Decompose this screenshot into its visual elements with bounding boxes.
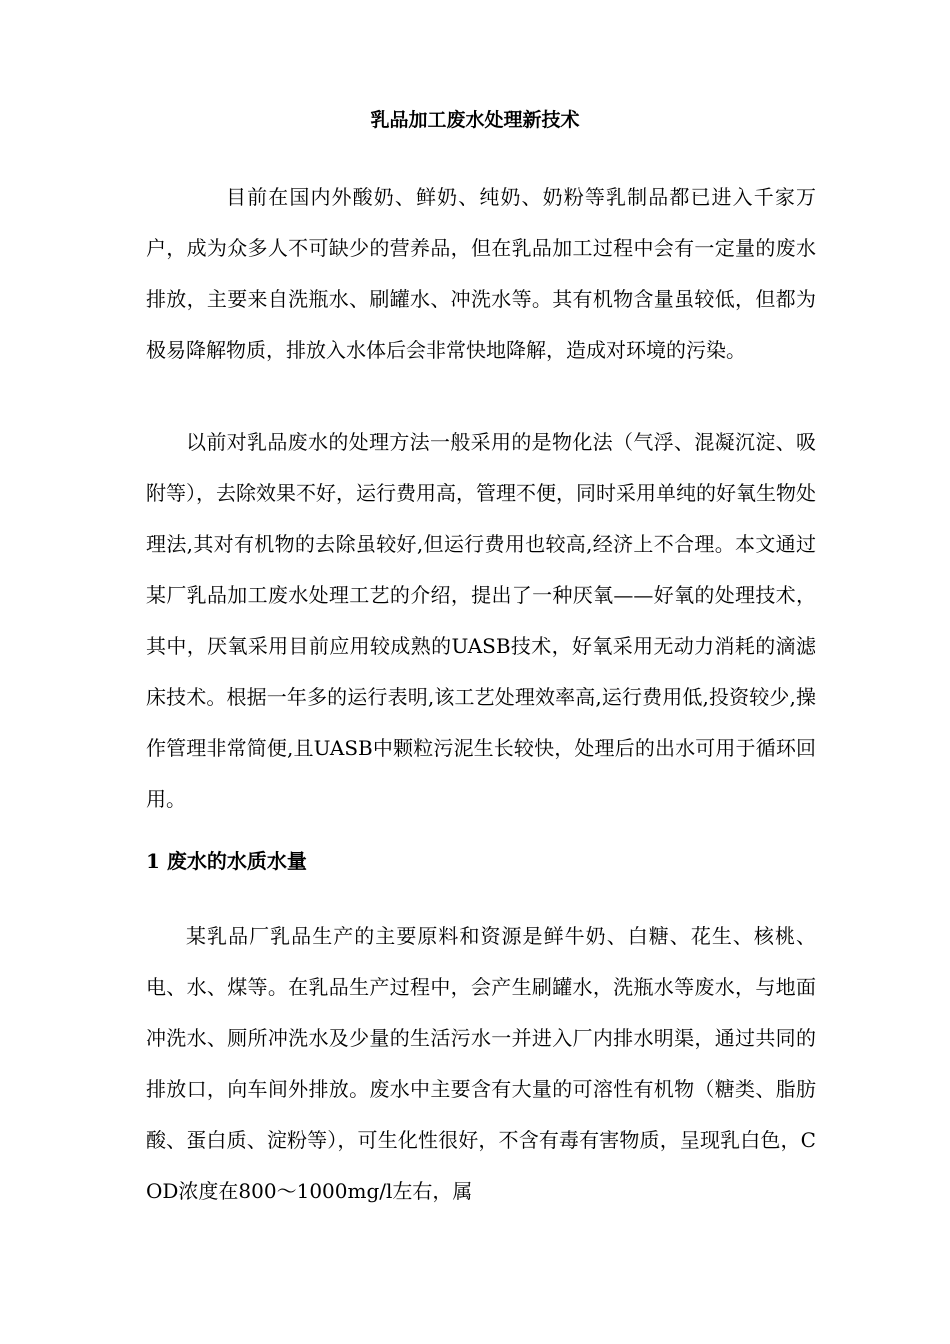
- intro-paragraph-1: 目前在国内外酸奶、鲜奶、纯奶、奶粉等乳制品都已进入千家万户，成为众多人不可缺少的营养品，但在乳品加工过程中会有一定量的废水排放，主要来自洗瓶水、刷罐水、冲洗水等。其有机物含量虽较低，但都为极易降解物质，排放入水体后会非常快地降解，造成对环境的污染。: [146, 185, 816, 362]
- document-title: 乳品加工废水处理新技术: [370, 109, 580, 131]
- intro-paragraph-2: 以前对乳品废水的处理方法一般采用的是物化法（气浮、混凝沉淀、吸附等），去除效果不好，运行费用高，管理不便，同时采用单纯的好氧生物处理法,其对有机物的去除虽较好,但运行费用也较高,经济上不合理。本文通过某厂乳品加工废水处理工艺的介绍，提出了一种厌氧——好氧的处理技术，其中，厌氧采用目前应用较成熟的UASB技术，好氧采用无动力消耗的滴滤床技术。根据一年多的运行表明,该工艺处理效率高,运行费用低,投资较少,操作管理非常简便,且UASB中颗粒污泥生长较快，处理后的出水可用于循环回用。: [146, 430, 816, 811]
- section-heading: 1 废水的水质水量: [146, 849, 307, 873]
- section-paragraph: 某乳品厂乳品生产的主要原料和资源是鲜牛奶、白糖、花生、核桃、电、水、煤等。在乳品生产过程中，会产生刷罐水，洗瓶水等废水，与地面冲洗水、厕所冲洗水及少量的生活污水一并进入厂内排水明渠，通过共同的排放口，向车间外排放。废水中主要含有大量的可溶性有机物（糖类、脂肪酸、蛋白质、淀粉等），可生化性很好，不含有毒有害物质，呈现乳白色，COD浓度在800～1000mg/l左右，属: [146, 924, 816, 1203]
